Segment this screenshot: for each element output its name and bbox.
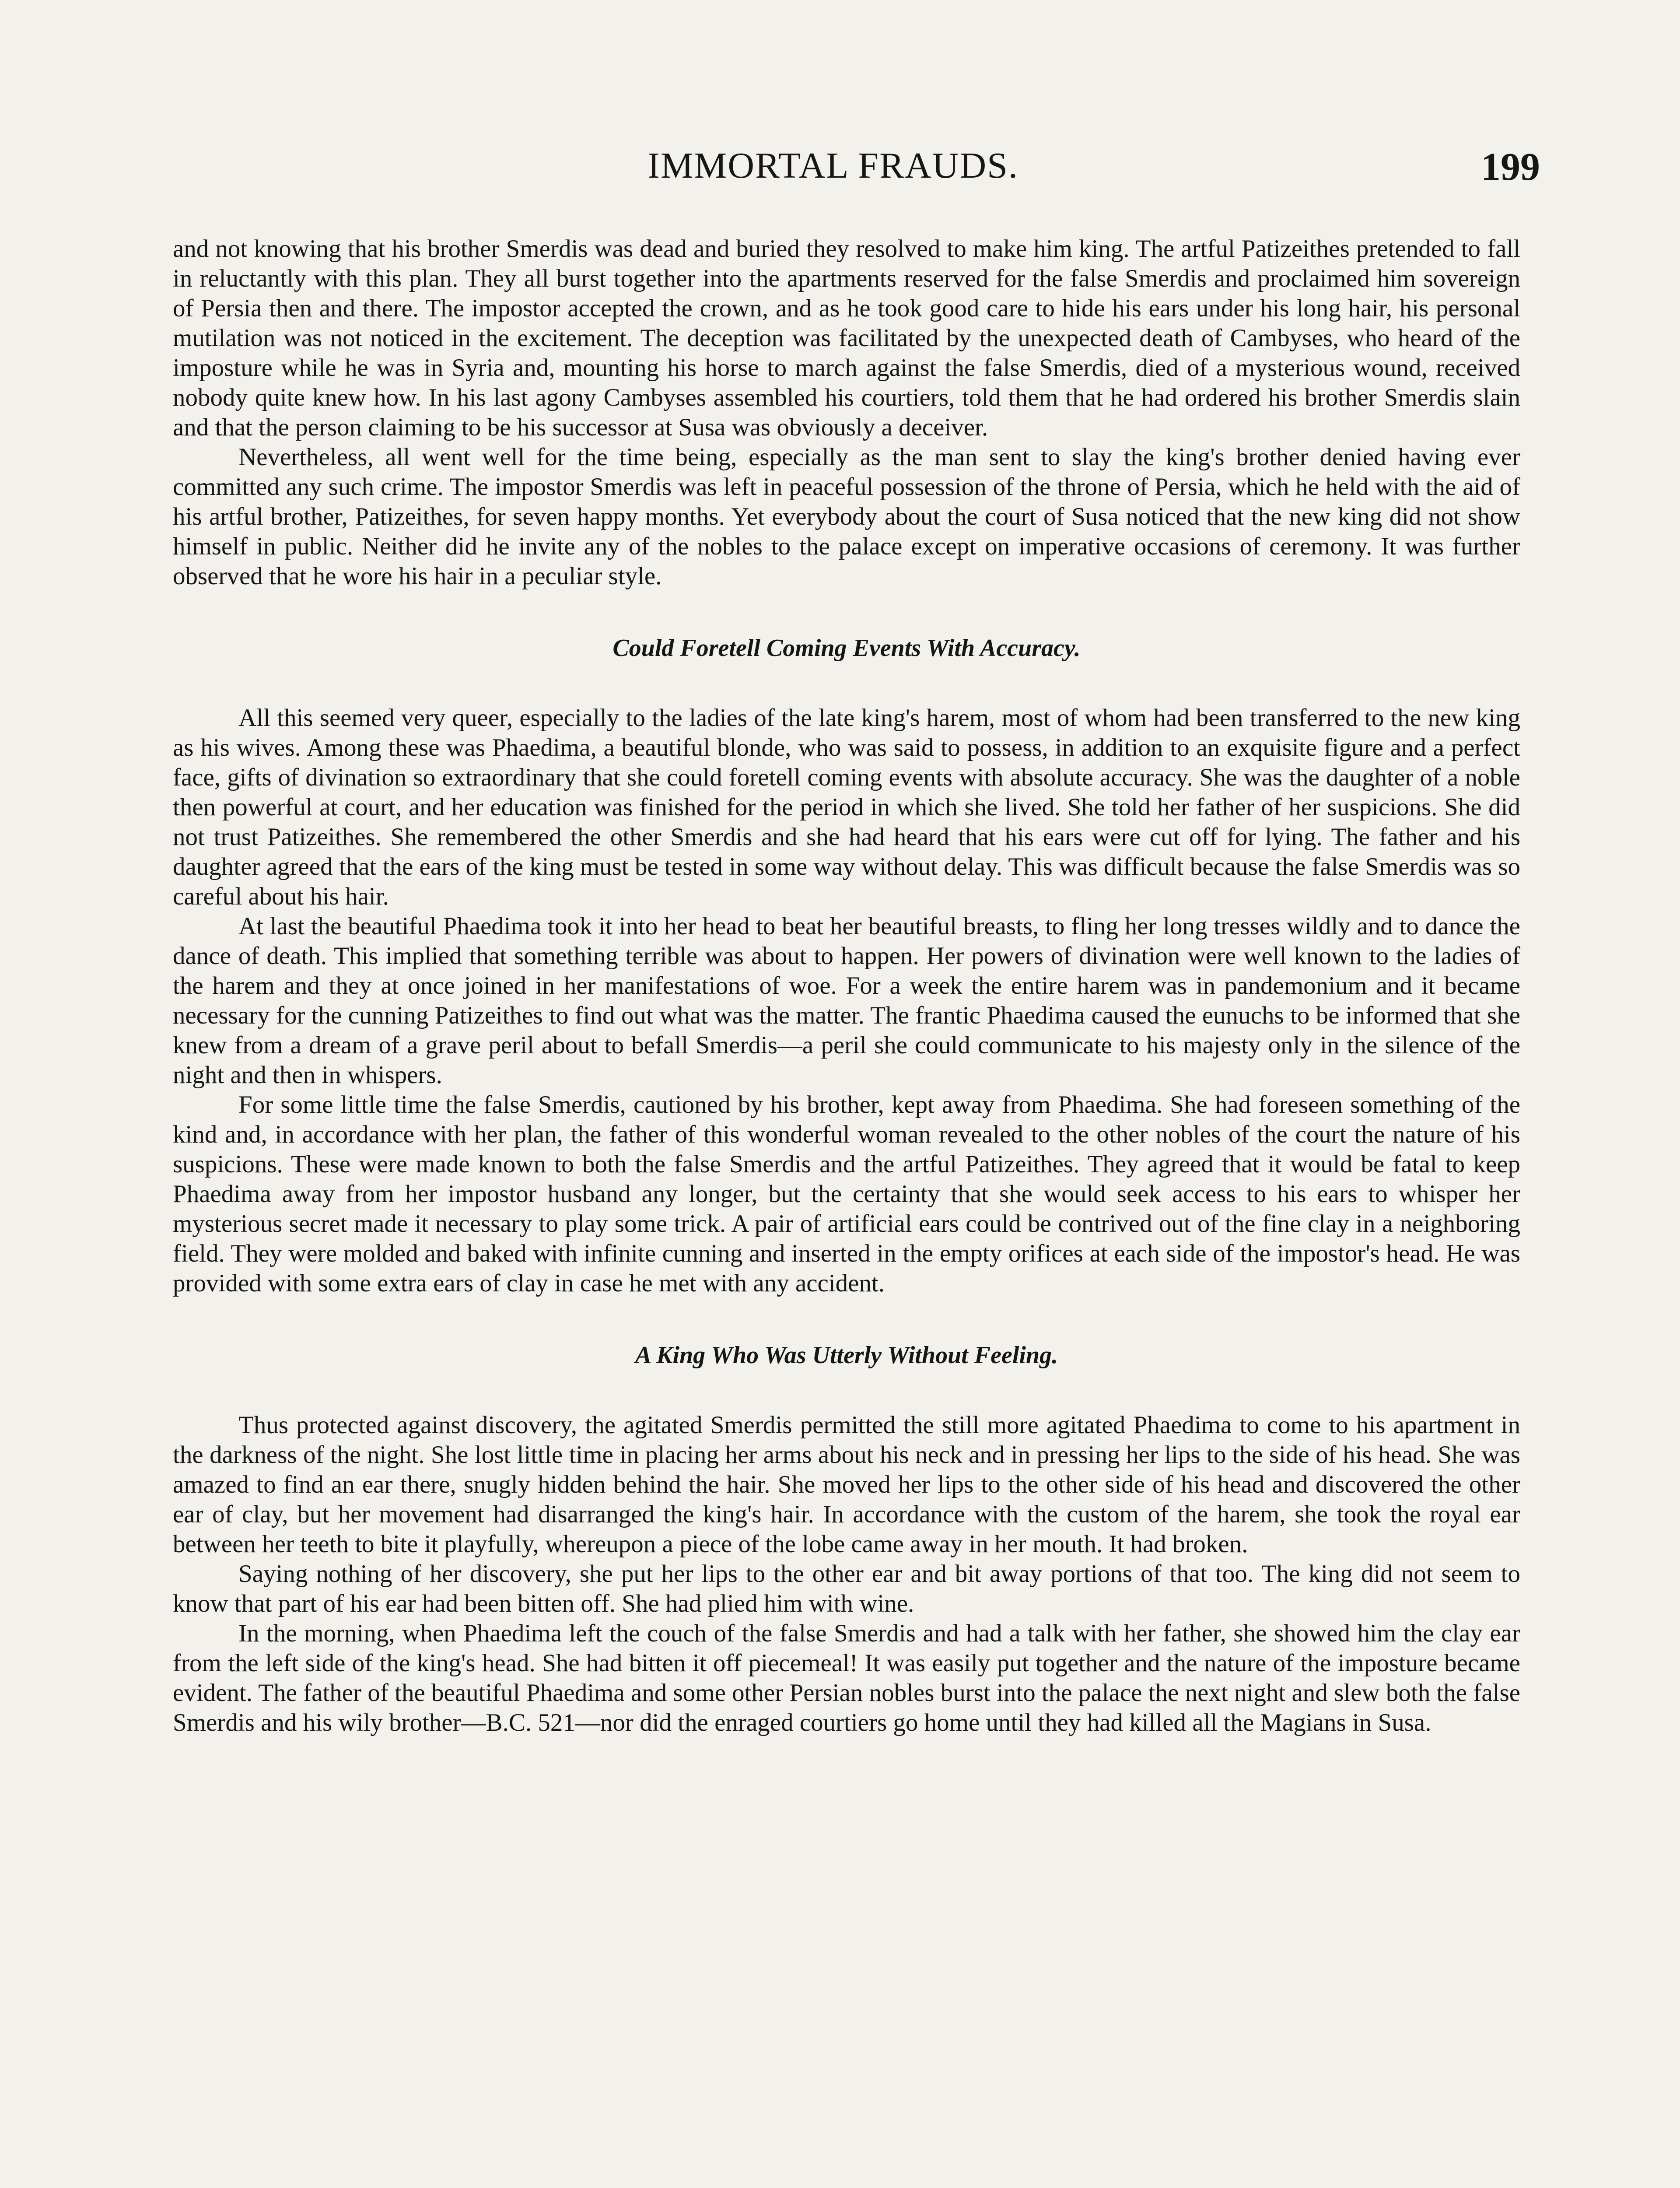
paragraph: All this seemed very queer, especially to the ladies of the late king's harem, most of whom had been transferred to the new king as his wives. Among these was Phaedima, a beautiful blonde, who was said to possess, in addition to an exquisite figure and a perfect face, gifts of divination so extraordinary that she could foretell coming events with absolute accuracy. She was the daughter of a noble then powerful at court, and her education was finished for the period in which she lived. She told her father of her suspicions. She did not trust Patizeithes. She remembered the other Smerdis and she had heard that his ears were cut off for lying. The father and his daughter agreed that the ears of the king must be tested in some way without delay. This was difficult because the false Smerdis was so careful about his hair. — [173, 704, 1520, 910]
page-number: 199 — [1481, 145, 1540, 189]
running-title: IMMORTAL FRAUDS. — [648, 145, 1018, 186]
paragraph: In the morning, when Phaedima left the couch of the false Smerdis and had a talk with her father, she showed him the clay ear from the left side of the king's head. She had bitten it off piecemeal! It was easily put together and the nature of the imposture became evident. The father of the beautiful Phaedima and some other Persian nobles burst into the palace the next night and slew both the false Smerdis and his wily brother—B.C. 521—nor did the enraged courtiers go home until they had killed all the Magians in Susa. — [173, 1620, 1520, 1736]
article-body — [173, 234, 1520, 1738]
section-heading: Could Foretell Coming Events With Accuracy. — [612, 635, 1081, 662]
paragraph: and not knowing that his brother Smerdis was dead and buried they resolved to make him king. The artful Patizeithes pretended to fall in reluctantly with this plan. They all burst together into the apartments reserved for the false Smerdis and proclaimed him sovereign of Persia then and there. The impostor accepted the crown, and as he took good care to hide his ears under his long hair, his personal mutilation was not noticed in the excitement. The deception was facilitated by the unexpected death of Cambyses, who heard of the imposture while he was in Syria and, mounting his horse to march against the false Smerdis, died of a mysterious wound, received nobody quite knew how. In his last agony Cambyses assembled his courtiers, told them that he had ordered his brother Smerdis slain and that the person claiming to be his successor at Susa was obviously a deceiver. — [173, 235, 1520, 441]
paragraph: At last the beautiful Phaedima took it into her head to beat her beautiful breasts, to fling her long tresses wildly and to dance the dance of death. This implied that something terrible was about to happen. Her powers of divination were well known to the ladies of the harem and they at once joined in her manifestations of woe. For a week the entire harem was in pandemonium and it became necessary for the cunning Patizeithes to find out what was the matter. The frantic Phaedima caused the eunuchs to be informed that she knew from a dream of a grave peril about to befall Smerdis—a peril she could communicate to his majesty only in the silence of the night and then in whispers. — [173, 912, 1520, 1089]
paragraph: Saying nothing of her discovery, she put her lips to the other ear and bit away portions of that too. The king did not seem to know that part of his ear had been bitten off. She had plied him with wine. — [173, 1560, 1520, 1617]
paragraph: Thus protected against discovery, the agitated Smerdis permitted the still more agitated Phaedima to come to his apartment in the darkness of the night. She lost little time in placing her arms about his neck and in pressing her lips to the side of his head. She was amazed to find an ear there, snugly hidden behind the hair. She moved her lips to the other side of his head and discovered the other ear of clay, but her movement had disarranged the king's hair. In accordance with the custom of the harem, she took the royal ear between her teeth to bite it playfully, whereupon a piece of the lobe came away in her mouth. It had broken. — [173, 1411, 1520, 1558]
section-heading: A King Who Was Utterly Without Feeling. — [635, 1342, 1058, 1369]
paragraph: For some little time the false Smerdis, cautioned by his brother, kept away from Phaedima. She had foreseen something of the kind and, in accordance with her plan, the father of this wonderful woman revealed to the other nobles of the court the nature of his suspicions. These were made known to both the false Smerdis and the artful Patizeithes. They agreed that it would be fatal to keep Phaedima away from her impostor husband any longer, but the certainty that she would seek access to his ears to whisper her mysterious secret made it necessary to play some trick. A pair of artificial ears could be contrived out of the fine clay in a neighboring field. They were molded and baked with infinite cunning and inserted in the empty orifices at each side of the impostor's head. He was provided with some extra ears of clay in case he met with any accident. — [173, 1091, 1520, 1297]
page-header — [648, 144, 1540, 197]
paragraph: Nevertheless, all went well for the time being, especially as the man sent to slay the king's brother denied having ever committed any such crime. The impostor Smerdis was left in peaceful possession of the throne of Persia, which he held with the aid of his artful brother, Patizeithes, for seven happy months. Yet everybody about the court of Susa noticed that the new king did not show himself in public. Neither did he invite any of the nobles to the palace except on imperative occasions of ceremony. It was further observed that he wore his hair in a peculiar style. — [173, 443, 1520, 590]
